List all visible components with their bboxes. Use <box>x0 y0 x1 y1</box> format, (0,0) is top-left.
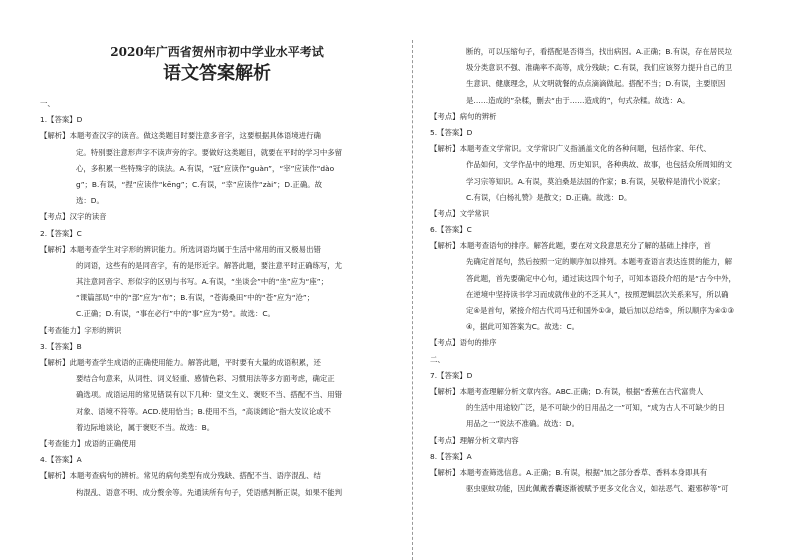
left-text-line: 要结合句意来，从词性、词义轻重、感情色彩、习惯用法等多方面考虑，确定正 <box>76 374 335 384</box>
right-text-line: 【考点】病句的辨析 <box>430 111 497 121</box>
right-text-line: 用品之一”说法不准确。故选：D。 <box>466 419 579 429</box>
left-text-line: 一、 <box>40 99 55 108</box>
left-text-line: 对象、语境不符等。ACD.使用恰当；B.使用不当，“高谈阔论”指大发议论或不 <box>76 406 331 416</box>
right-text-line: 答此题，首先要确定中心句，通过读这四个句子，可知本语段介绍的是“古今中外， <box>466 273 736 283</box>
left-text-line: 【解析】此题考查学生成语的正确使用能力。解答此题，平时要有大量的成语积累，还 <box>40 358 321 367</box>
right-text-line: 8.【答案】A <box>430 451 472 461</box>
right-text-line: 【考点】理解分析文章内容 <box>430 435 519 445</box>
right-text-line: 【考点】语句的排序 <box>430 338 497 348</box>
left-text-line: 选：D。 <box>76 196 104 206</box>
left-text-line: “课篇部局”中的“部”应为“布”；B.有误，“苍海桑田”中的“苍”应为“沧”； <box>76 293 315 303</box>
left-text-line: 2.【答案】C <box>40 228 82 238</box>
right-text-line: 二、 <box>430 354 445 364</box>
right-text-line: 作品如何，文学作品中的地理、历史知识，各种典故、故事，也包括众所周知的文 <box>466 160 733 170</box>
left-text-line: C.正确；D.有误，“事在必行”中的“事”应为“势”。故选：C。 <box>76 309 275 319</box>
left-text-line: g”；B.有误，“捏”应读作“kēng”；C.有误，“幸”应读作“zài”；D.正确。故 <box>76 179 322 189</box>
right-text-line: 【考点】文学常识 <box>430 208 490 218</box>
right-text-line: 5.【答案】D <box>430 127 473 137</box>
right-text-line: 先确定首尾句，然后按照一定的顺序加以排列。本题考查语言表达连贯的能力，解 <box>466 257 733 267</box>
left-text-line: 【解析】本题考查汉字的读音。做这类题目时要注意多音字，这要根据具体语境进行确 <box>40 131 321 141</box>
left-text-line: 的词语，这些有的是同音字，有的是形近字。解答此题，要注意平时正确练写，尤 <box>76 260 343 270</box>
right-text-line: 驱虫驱蚊功能，因此佩戴香囊逐渐被赋予更多文化含义，如祛恶气、避邪秽等”可 <box>466 484 729 494</box>
right-text-line: 学习宗等知识。A.有误，莫泊桑是法国的作家；B.有误，吴敬梓是清代小说家； <box>466 176 725 186</box>
left-text-line: 【考查能力】成语的正确使用 <box>40 438 137 448</box>
right-text-line: C.有误，《白杨礼赞》是散文；D.正确。故选：D。 <box>466 192 632 202</box>
right-text-line: 【解析】本题考查语句的排序。解答此题，要在对文段意思充分了解的基础上排序，首 <box>430 241 711 251</box>
left-text-line: 【考查能力】字形的辨识 <box>40 325 122 335</box>
left-text-line: 着边际地谈论，属于褒贬不当。故选：B。 <box>76 422 215 432</box>
right-text-line: 【解析】本题考查文学常识。文学常识广义指涵盖文化的各种问题，包括作家、年代、 <box>430 144 711 154</box>
right-text-line: 定④是首句，紧接介绍古代司马迁和国外①③，最后加以总结⑤，所以顺序为④①③ <box>466 306 735 315</box>
left-text-line: 定。特别要注意形声字不读声旁的字。要做好这类题目，就要在平时的学习中多留 <box>76 147 343 157</box>
left-text-line: 构混乱、语意不明、成分赘余等。先通读所有句子，凭语感判断正误，如果不能判 <box>76 487 343 497</box>
left-text-line: 【考点】汉字的读音 <box>40 212 107 222</box>
left-text-line: 其注意同音字、形似字的区别与书写。A.有误，“坐谈会”中的“坐”应为“座”； <box>76 277 328 287</box>
right-column <box>430 0 784 494</box>
document-subtitle: 语文答案解析 <box>163 63 271 84</box>
left-text-line: 3.【答案】B <box>40 341 82 351</box>
right-text-line: 断的，可以压缩句子，看搭配是否得当，找出病因。A.正确；B.有误，存在居民垃 <box>466 47 732 56</box>
right-text-line: 在逆境中坚持读书学习而成就伟业的不乏其人”，按照逻辑层次关系来写，所以确 <box>466 289 729 299</box>
left-text-line: 【解析】本题考查病句的辨析。常见的病句类型有成分残缺、搭配不当、语序混乱、结 <box>40 471 321 481</box>
right-text-line: 是……造成的”杂糅，删去“由于……造成的”，句式杂糅。故选：A。 <box>466 95 690 105</box>
right-text-line: 【解析】本题考查理解分析文章内容。ABC.正确；D.有误，根据“香蕉在古代富贵人 <box>430 386 704 396</box>
left-text-line: 【解析】本题考查学生对字形的辨识能力。所选词语均属于生活中常用的而又极易出错 <box>40 244 321 254</box>
left-text-line: 确选项。成语运用的常见错误有以下几种：望文生义、褒贬不当、搭配不当、用错 <box>76 390 343 400</box>
right-text-line: 【解析】本题考查筛选信息。A.正确；B.有误，根据“加之部分香草、香料本身即具有 <box>430 467 708 477</box>
right-text-line: ④，据此可知答案为C。故选：C。 <box>466 322 580 332</box>
right-text-line: 6.【答案】C <box>430 225 472 235</box>
right-text-line: 圾分类意识不强、准确率不高等，成分残缺；C.有误，我们应该努力提升自己的卫 <box>466 63 733 73</box>
column-divider <box>412 40 413 560</box>
left-text-line: 心，多积累一些特殊字的读法。A.有误，“冠”应读作“guàn”，“宰”应读作“dào <box>76 163 335 173</box>
left-text-line: 1.【答案】D <box>40 115 83 125</box>
right-text-line: 生意识、健康理念，从文明就餐的点点滴滴做起。搭配不当；D.有误，主要原因 <box>466 79 726 89</box>
exam-title: 2020年广西省贺州市初中学业水平考试 <box>110 45 324 59</box>
left-text-line: 4.【答案】A <box>40 455 82 465</box>
right-text-line: 的生活中用途较广泛，是不可缺少的日用品之一”可知，“成为古人不可缺少的日 <box>466 403 725 413</box>
right-text-line: 7.【答案】D <box>430 370 473 380</box>
